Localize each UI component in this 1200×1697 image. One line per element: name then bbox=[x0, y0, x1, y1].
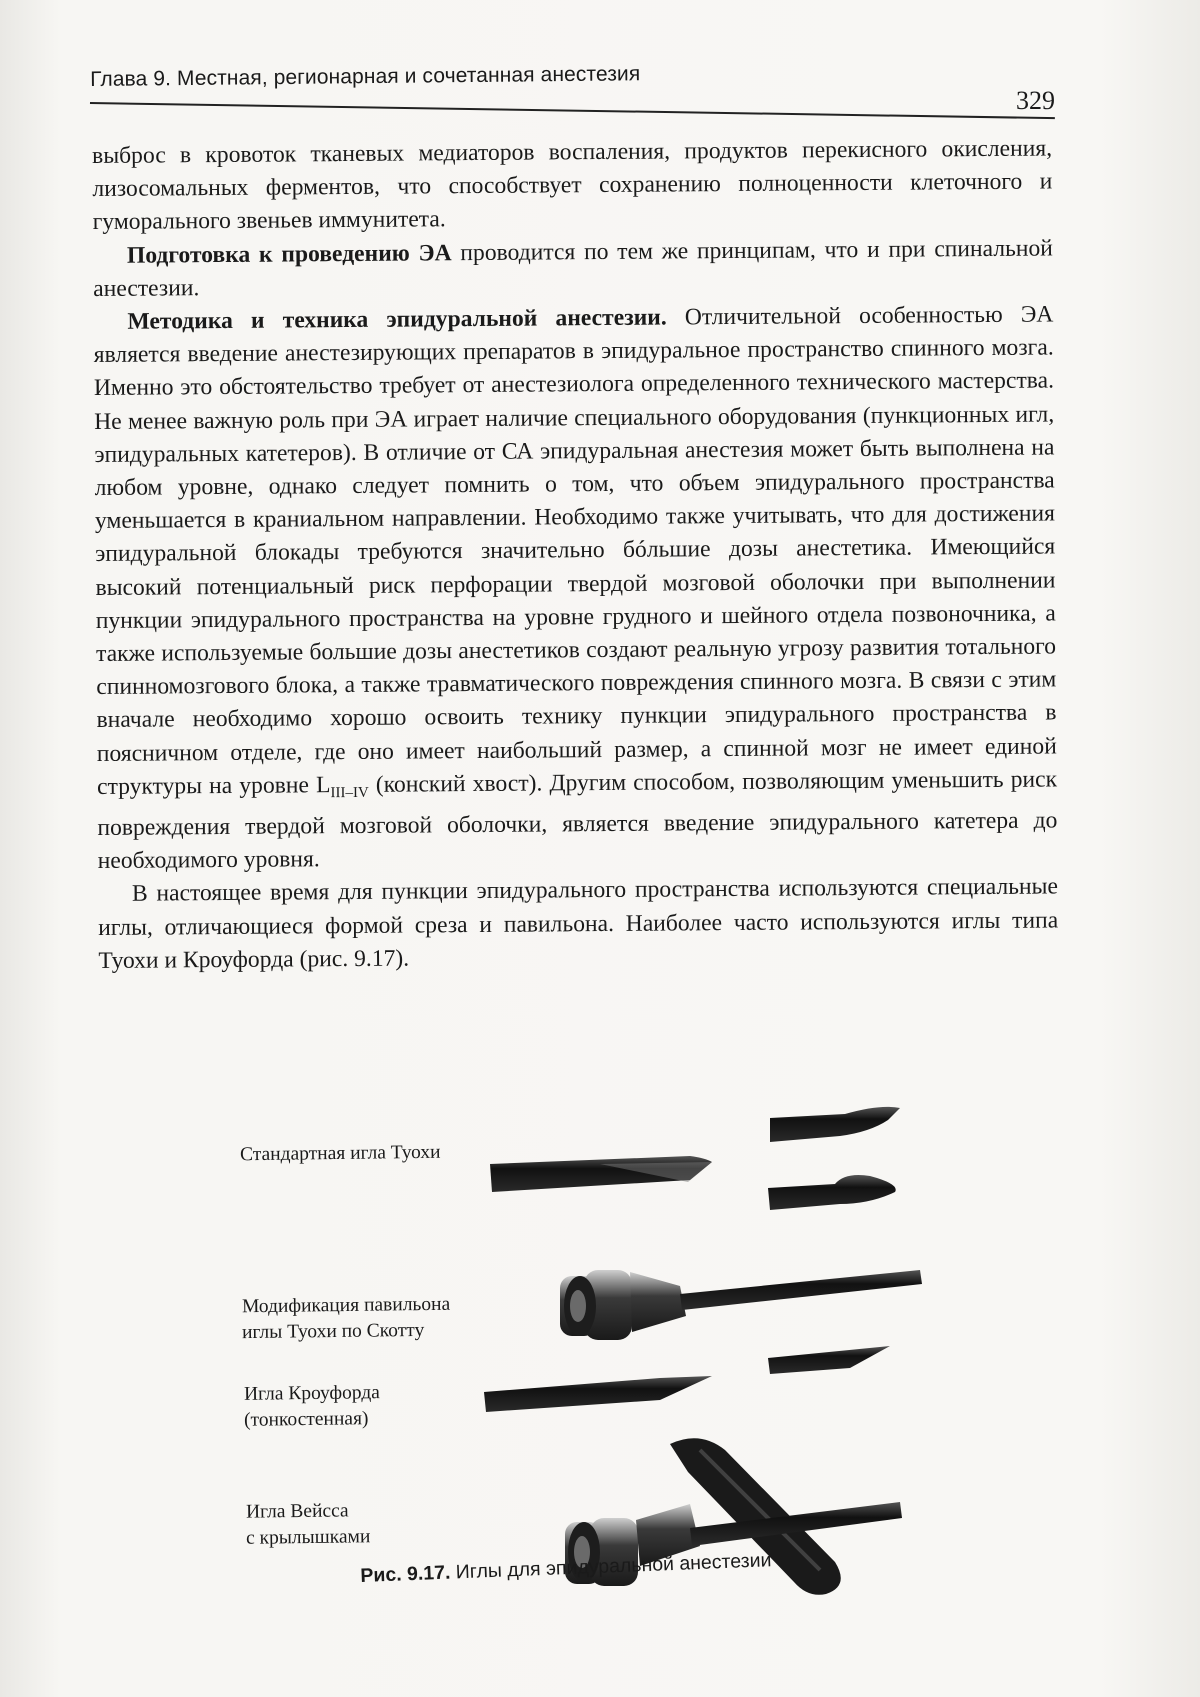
paragraph-3-text-b: (конский хвост). Другим способом, позволяющим уменьшить риск повреждения твердой мозговой оболочки, является введение эпидурального катетера до необходимого уровня. bbox=[97, 766, 1058, 875]
paragraph-2-heading: Подготовка к проведению ЭА bbox=[126, 239, 452, 269]
paragraph-3-text-a: Отличительной особенностью ЭА является введение анестезирующих препаратов в эпидуральное пространство спинного мозга. Именно это обстоятельство требует от анестезиолога определенного технического мастерства. Не менее важную роль при ЭА играет наличие специального оборудования (пункционных игл, эпидуральных катетеров). В отличие от СА эпидуральная анестезия может быть выполнена на любом уровне, однако следует помнить о том, что объем эпидурального пространства уменьшается в краниальном направлении. Необходимо также учитывать, что для достижения эпидуральной блокады требуются значительно бóльшие дозы анестетика. Имеющийся высокий потенциальный риск перфорации твердой мозговой оболочки при выполнении пункции эпидурального пространства на уровне грудного и шейного отдела позвоночника, а также используемые большие дозы анестетиков создают реальную угрозу развития тотального спинномозгового блока, а также травматического повреждения спинного мозга. В связи с этим вначале необходимо хорошо освоить технику пункции эпидурального пространства в поясничном отделе, где оно имеет наибольший размер, а спинной мозг не имеет единой структуры на уровне L bbox=[93, 301, 1057, 800]
label-scott-modification-line2: иглы Туохи по Скотту bbox=[241, 1319, 425, 1344]
running-head: Глава 9. Местная, регионарная и сочетанная анестезия bbox=[90, 62, 641, 91]
label-weiss-line2: с крылышками bbox=[245, 1526, 371, 1549]
label-weiss-line1: Игла Вейсса bbox=[245, 1500, 349, 1523]
tuohy-tip-detail-bottom bbox=[768, 1175, 896, 1210]
caption-number: Рис. 9.17. bbox=[360, 1561, 451, 1587]
crawford-tip-detail bbox=[768, 1346, 890, 1374]
caption-text: Иглы для эпидуральной анестезии bbox=[449, 1549, 772, 1584]
crawford-needle bbox=[484, 1376, 712, 1412]
paragraph-3 bbox=[93, 298, 1057, 878]
body-text bbox=[92, 132, 1059, 978]
paragraph-2-text: проводится по тем же принципам, что и при спинальной анестезии. bbox=[93, 235, 1053, 302]
page-header bbox=[90, 58, 1055, 114]
paragraph-1: выброс в кровоток тканевых медиаторов воспаления, продуктов перекисного окисления, лизосомальных ферментов, что способствует сохранению полноценности клеточного и гуморального звеньев иммунитета. bbox=[92, 135, 1053, 236]
paragraph-3-heading: Методика и техника эпидуральной анестезии. bbox=[127, 304, 667, 335]
paragraph-4: В настоящее время для пункции эпидурального пространства используются специальные иглы, отличающиеся формой среза и павильона. Наиболее часто используются иглы типа Туохи и Кроуфорда (рис. 9.17). bbox=[98, 873, 1059, 974]
paragraph-3-subscript: III–IV bbox=[330, 784, 369, 802]
label-scott-modification-line1: Модификация павильона bbox=[241, 1293, 451, 1318]
tuohy-tip-detail-top bbox=[770, 1107, 900, 1142]
label-crawford-line1: Игла Кроуфорда bbox=[243, 1382, 380, 1405]
header-rule bbox=[90, 102, 1055, 119]
label-standard-tuohy: Стандартная игла Туохи bbox=[239, 1141, 441, 1166]
scott-hub-needle bbox=[560, 1270, 922, 1340]
paragraph-2 bbox=[93, 232, 1053, 306]
standard-tuohy-needle bbox=[490, 1156, 712, 1192]
page-number: 329 bbox=[1016, 86, 1055, 115]
label-crawford-line2: (тонкостенная) bbox=[243, 1408, 369, 1431]
